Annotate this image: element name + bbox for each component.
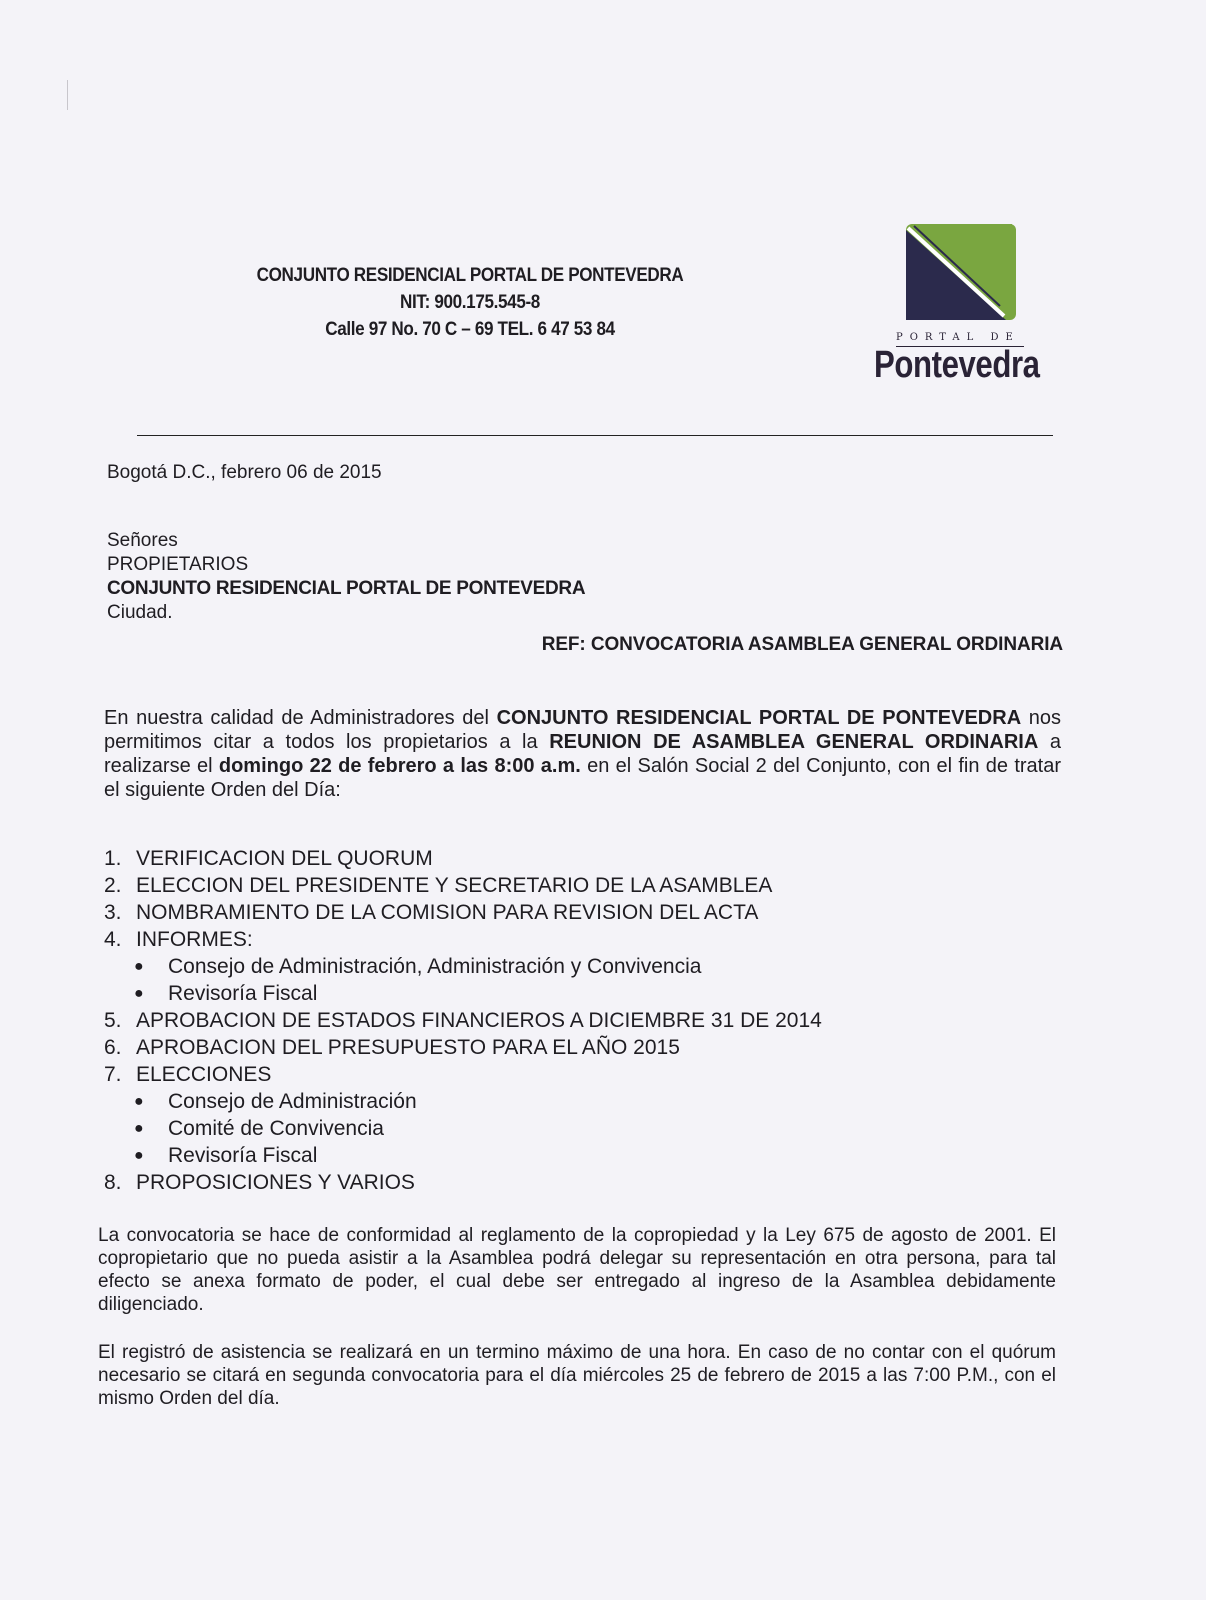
intro-text-2: nos permitimos citar a todos los propietarios a la bbox=[104, 707, 1061, 753]
intro-bold-meeting: REUNION DE ASAMBLEA GENERAL ORDINARIA bbox=[549, 731, 1039, 753]
attendance-paragraph: El registró de asistencia se realizará en un termino máximo de una hora. En caso de no contar con el quórum necesario se citará en segunda convocatoria para el día miércoles 25 de febrero de 2015 a las 7:00 P.M., con el mismo Orden del día. bbox=[98, 1342, 1056, 1409]
intro-text-4: en el Salón Social 2 del Conjunto, con el fin de tratar el siguiente Orden del Día: bbox=[104, 755, 1062, 801]
intro-text-3: a realizarse el bbox=[104, 731, 1061, 777]
agenda-item: 8. PROPOSICIONES Y VARIOS bbox=[104, 1171, 415, 1194]
addressee-block bbox=[107, 529, 585, 625]
agenda-item: 1. VERIFICACION DEL QUORUM bbox=[104, 847, 433, 870]
intro-paragraph bbox=[104, 706, 1061, 802]
agenda-item: 7. ELECCIONES bbox=[104, 1063, 272, 1086]
agenda-item: 3. NOMBRAMIENTO DE LA COMISION PARA REVISION DEL ACTA bbox=[104, 901, 759, 924]
intro-text-1: En nuestra calidad de Administradores del bbox=[104, 707, 497, 729]
logo-wordmark: Pontevedra bbox=[874, 344, 1040, 386]
addressee-salutation: Señores bbox=[107, 530, 178, 551]
bullet-icon: ● bbox=[134, 958, 144, 975]
agenda-subitem: ● Comité de Convivencia bbox=[134, 1117, 384, 1140]
agenda-subitem: ● Revisoría Fiscal bbox=[134, 1144, 318, 1167]
pontevedra-logo bbox=[874, 222, 1046, 386]
intro-bold-org: CONJUNTO RESIDENCIAL PORTAL DE PONTEVEDRA bbox=[496, 707, 1022, 729]
agenda-list bbox=[104, 845, 1004, 1196]
scan-mark bbox=[67, 80, 68, 110]
nit-number: NIT: 900.175.545-8 bbox=[400, 292, 540, 313]
header-divider bbox=[137, 435, 1053, 436]
agenda-subitem: ● Revisoría Fiscal bbox=[134, 982, 318, 1005]
bullet-icon: ● bbox=[134, 985, 144, 1002]
agenda-item: 4. INFORMES: bbox=[104, 928, 253, 951]
agenda-subitem: ● Consejo de Administración, Administración y Convivencia bbox=[134, 955, 702, 978]
legal-paragraph: La convocatoria se hace de conformidad al reglamento de la copropiedad y la Ley 675 de agosto de 2001. El copropietario que no pueda asistir a la Asamblea podrá delegar su representación en otra persona, para tal efecto se anexa formato de poder, el cual debe ser entregado al ingreso de la Asamblea debidamente diligenciado. bbox=[98, 1225, 1056, 1315]
addressee-recipients: PROPIETARIOS bbox=[107, 554, 249, 575]
organization-name: CONJUNTO RESIDENCIAL PORTAL DE PONTEVEDRA bbox=[256, 265, 684, 286]
bullet-icon: ● bbox=[134, 1147, 144, 1164]
intro-bold-date: domingo 22 de febrero a las 8:00 a.m. bbox=[218, 755, 581, 777]
bullet-icon: ● bbox=[134, 1093, 144, 1110]
letterhead bbox=[210, 262, 730, 343]
addressee-city: Ciudad. bbox=[107, 602, 173, 623]
agenda-item: 6. APROBACION DEL PRESUPUESTO PARA EL AÑO 2015 bbox=[104, 1036, 680, 1059]
agenda-item: 2. ELECCION DEL PRESIDENTE Y SECRETARIO DE LA ASAMBLEA bbox=[104, 874, 773, 897]
agenda-item: 5. APROBACION DE ESTADOS FINANCIEROS A DICIEMBRE 31 DE 2014 bbox=[104, 1009, 822, 1032]
logo-mark-icon bbox=[904, 222, 1018, 322]
bullet-icon: ● bbox=[134, 1120, 144, 1137]
reference-line: REF: CONVOCATORIA ASAMBLEA GENERAL ORDINARIA bbox=[541, 634, 1063, 655]
letter-date: Bogotá D.C., febrero 06 de 2015 bbox=[107, 462, 382, 483]
agenda-subitem: ● Consejo de Administración bbox=[134, 1090, 417, 1113]
logo-small-text: PORTAL DE bbox=[896, 332, 1046, 343]
address-phone: Calle 97 No. 70 C – 69 TEL. 6 47 53 84 bbox=[325, 319, 615, 340]
addressee-organization: CONJUNTO RESIDENCIAL PORTAL DE PONTEVEDRA bbox=[107, 578, 586, 599]
